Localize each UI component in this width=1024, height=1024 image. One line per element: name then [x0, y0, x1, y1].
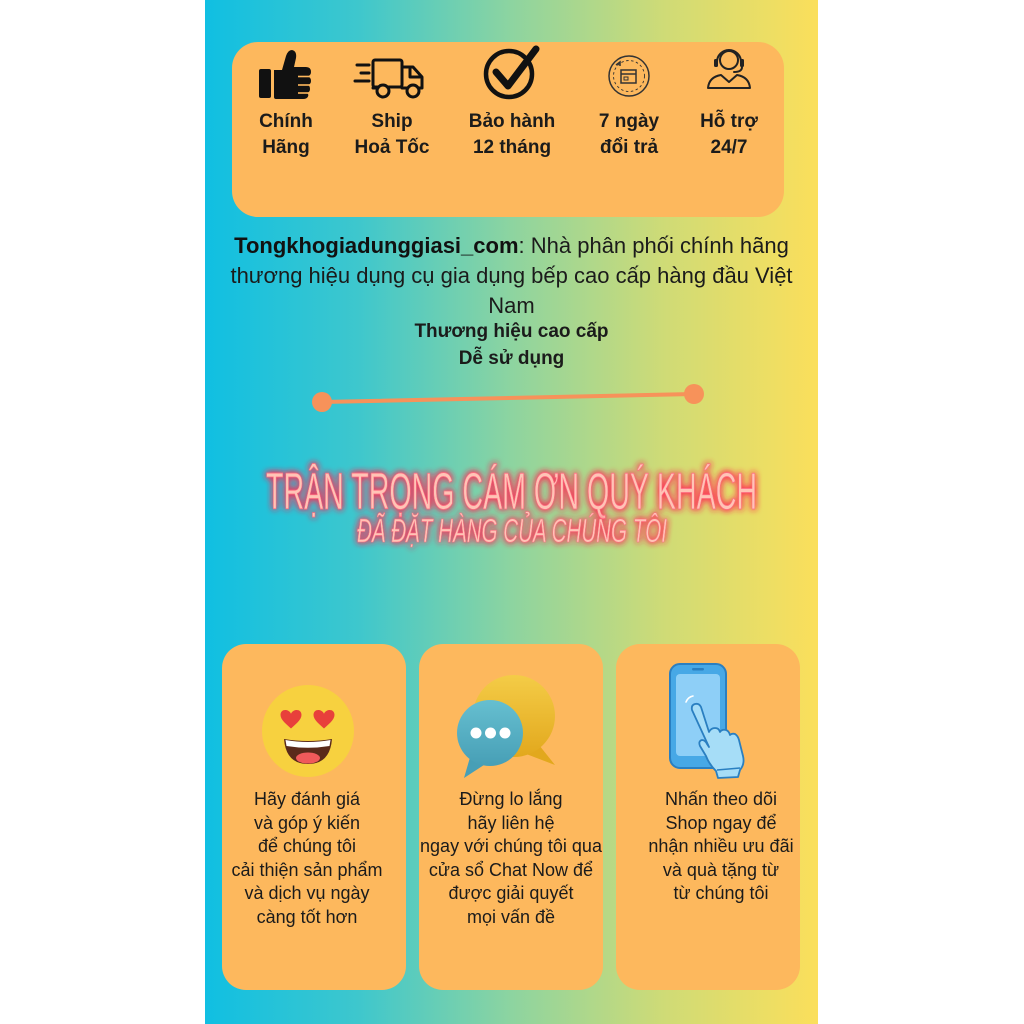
feature-label-line: Hỗ trợ [700, 111, 758, 132]
intro-line: Nam [488, 293, 535, 318]
highlights [205, 318, 818, 372]
feature-label-line: Ship [371, 111, 413, 132]
heart-eyes-emoji-icon [261, 684, 355, 778]
intro-paragraph [205, 231, 818, 321]
neon-thanks [236, 450, 855, 560]
highlight-item: Thương hiệu cao cấp [414, 321, 609, 342]
support-headset-icon [704, 44, 754, 90]
card-text-line: hãy liên hệ [467, 812, 555, 833]
card-text-line: và góp ý kiến [253, 812, 361, 833]
card-text-line: Đừng lo lắng [459, 789, 563, 809]
card-text-line: cửa sổ Chat Now để [428, 859, 594, 880]
intro-line [205, 231, 818, 261]
feature-label-authentic [226, 109, 346, 161]
feature-label-line: Bảo hành [468, 111, 556, 132]
thanks-title: TRẬN TRỌNG CÁM ƠN QUÝ KHÁCH [266, 463, 757, 521]
card-text-line: ngay với chúng tôi qua [420, 836, 602, 857]
connector-dot-right [684, 384, 704, 404]
connector-line [305, 378, 715, 418]
connector-dot-left [312, 392, 332, 412]
feature-label-warranty [452, 109, 572, 161]
intro-line: thương hiệu dụng cụ gia dụng bếp cao cấp hàng đầu Việt [230, 263, 793, 288]
contact-card-text [411, 788, 611, 930]
brand-name: Tongkhogiadunggiasi_com [234, 233, 519, 258]
feature-label-line: 7 ngày [598, 111, 660, 132]
chat-bubbles-icon [455, 674, 561, 780]
card-text-line: càng tốt hơn [256, 906, 358, 927]
card-text-line: Hãy đánh giá [253, 789, 361, 809]
follow-card-text [621, 788, 821, 906]
feature-label-line: Hãng [262, 137, 310, 158]
delivery-truck-icon [354, 57, 426, 101]
card-text-line: từ chúng tôi [673, 883, 769, 904]
intro-text: : Nhà phân phối chính hãng [518, 233, 789, 258]
card-text-line: mọi vấn đề [466, 906, 556, 927]
feature-label-line: 24/7 [710, 137, 748, 158]
feature-label-support [669, 109, 789, 161]
feature-label-line: 12 tháng [472, 137, 552, 158]
card-text-line: và dịch vụ ngày [244, 883, 370, 904]
phone-tap-icon [666, 662, 748, 780]
card-text-line: nhận nhiều ưu đãi [648, 836, 794, 857]
feature-label-line: Chính [259, 111, 313, 132]
card-text-line: để chúng tôi [257, 836, 357, 857]
card-text-line: Nhấn theo dõi [664, 789, 778, 809]
check-circle-icon [482, 44, 540, 102]
card-text-line: Shop ngay để [665, 812, 777, 833]
thumbs-up-icon [258, 48, 314, 100]
feature-label-line: đổi trả [599, 137, 659, 158]
feature-label-line: Hoả Tốc [354, 137, 430, 158]
feature-label-shipping [332, 109, 452, 161]
card-text-line: được giải quyết [448, 883, 574, 904]
card-text-line: cải thiện sản phẩm [231, 859, 383, 880]
card-text-line: và quà tặng từ [662, 859, 780, 880]
review-card-text [207, 788, 407, 930]
highlight-item: Dễ sử dụng [458, 348, 565, 369]
thanks-subtitle: ĐÃ ĐẶT HÀNG CỦA CHÚNG TÔI [357, 512, 855, 549]
return-box-icon [606, 53, 652, 99]
